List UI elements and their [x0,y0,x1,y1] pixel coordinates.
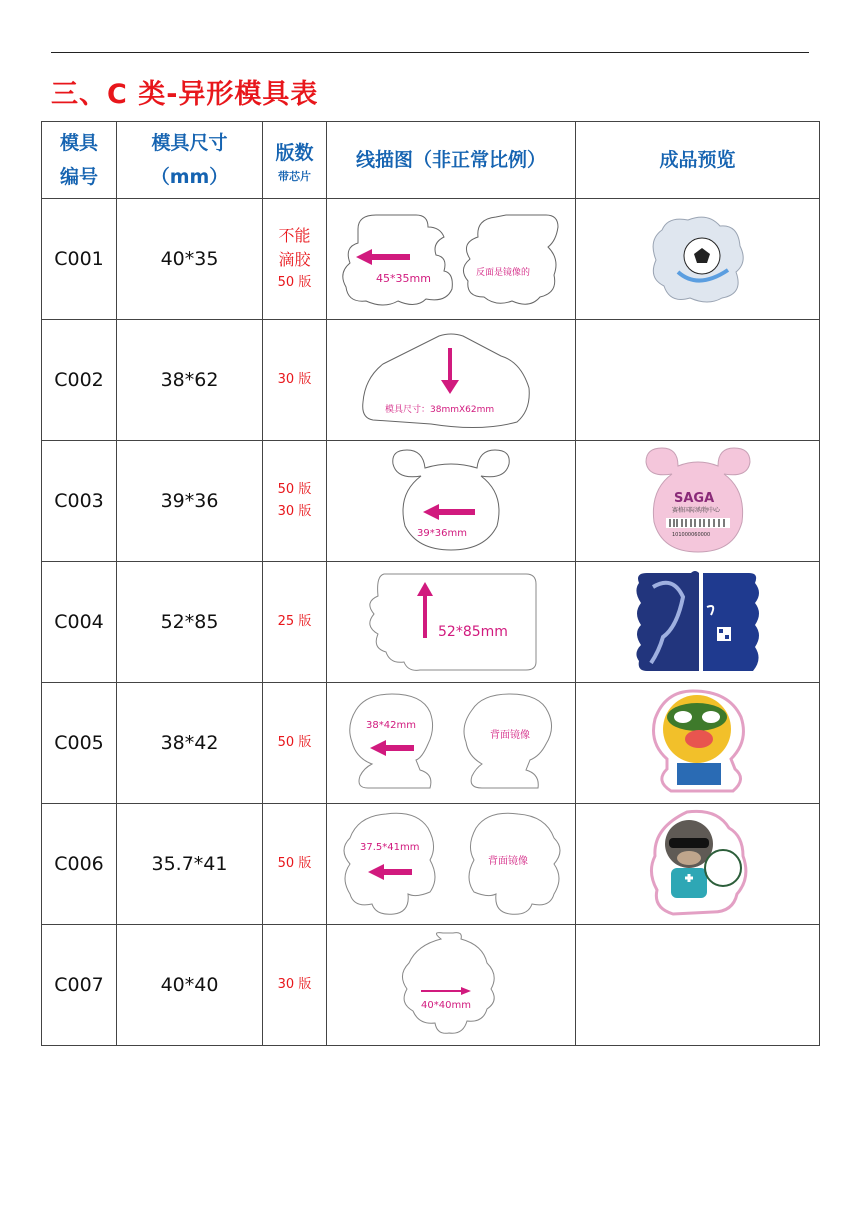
header-code: 模具 编号 [42,122,117,199]
preview-cell [576,925,820,1046]
mold-code: C003 [42,441,117,562]
plate-count: 30 版 [263,925,327,1046]
table-row [42,199,820,320]
mold-size: 40*35 [117,199,263,320]
section-title: 三、C 类-异形模具表 [51,79,319,110]
preview-brand-sub: 赛格国际购物中心 [671,507,720,514]
line-drawing [327,804,576,925]
table-row [42,683,820,804]
preview-cell [576,320,820,441]
table-header-row [42,122,820,199]
dim-label: 38*42mm [366,720,416,731]
dim-label: 52*85mm [438,624,508,640]
mold-code: C006 [42,804,117,925]
football-card-preview [648,212,748,307]
c002-outline [351,328,551,433]
mold-table [41,121,820,1046]
c001-outline [336,207,566,312]
line-drawing [327,320,576,441]
mold-size: 35.7*41 [117,804,263,925]
table-row [42,562,820,683]
header-size: 模具尺寸 （mm） [117,122,263,199]
mold-size: 39*36 [117,441,263,562]
preview-cell [576,804,820,925]
c004-outline [356,568,546,676]
mold-size: 52*85 [117,562,263,683]
mold-code: C002 [42,320,117,441]
preview-cell [576,441,820,562]
c003-outline [381,446,521,556]
mold-size: 38*42 [117,683,263,804]
mold-code: C007 [42,925,117,1046]
mold-code: C005 [42,683,117,804]
table-row [42,925,820,1046]
mold-code: C004 [42,562,117,683]
preview-cell [576,199,820,320]
cartoon-monkey-card-preview [643,808,753,920]
line-drawing [327,441,576,562]
header-drawing: 线描图（非正常比例） [327,122,576,199]
header-plates: 版数 带芯片 [263,122,327,199]
mirror-label: 反面是镜像的 [476,267,531,278]
preview-barcode: 101000060000 [671,532,710,538]
line-drawing [327,683,576,804]
top-rule [51,52,809,53]
header-preview: 成品预览 [576,122,820,199]
table-row [42,441,820,562]
dim-label: 45*35mm [376,271,431,285]
dim-label: 模具尺寸：38mmX62mm [385,404,495,415]
mold-size: 38*62 [117,320,263,441]
plate-count: 50 版 [263,683,327,804]
c007-outline [391,929,511,1041]
preview-brand: SAGA [673,491,714,506]
dim-label: 39*36mm [417,528,467,539]
table-row [42,320,820,441]
dim-label: 37.5*41mm [360,842,420,853]
cartoon-pig-card-preview [643,687,753,799]
mold-size: 40*40 [117,925,263,1046]
line-drawing [327,199,576,320]
dim-label: 40*40mm [421,1000,471,1011]
plate-count: 50 版 [263,804,327,925]
mirror-label: 背面镜像 [488,856,528,867]
mirror-label: 背面镜像 [490,730,530,741]
line-drawing [327,562,576,683]
preview-cell [576,683,820,804]
plate-count: 50 版 30 版 [263,441,327,562]
preview-cell [576,562,820,683]
mouse-ear-card-preview [638,446,758,556]
c005-outline [336,688,566,798]
artwork-card-preview [633,567,763,677]
plate-count: 25 版 [263,562,327,683]
plate-count: 不能 滴胶 50 版 [263,199,327,320]
line-drawing [327,925,576,1046]
c006-outline [336,808,566,920]
mold-code: C001 [42,199,117,320]
plate-count: 30 版 [263,320,327,441]
table-row [42,804,820,925]
